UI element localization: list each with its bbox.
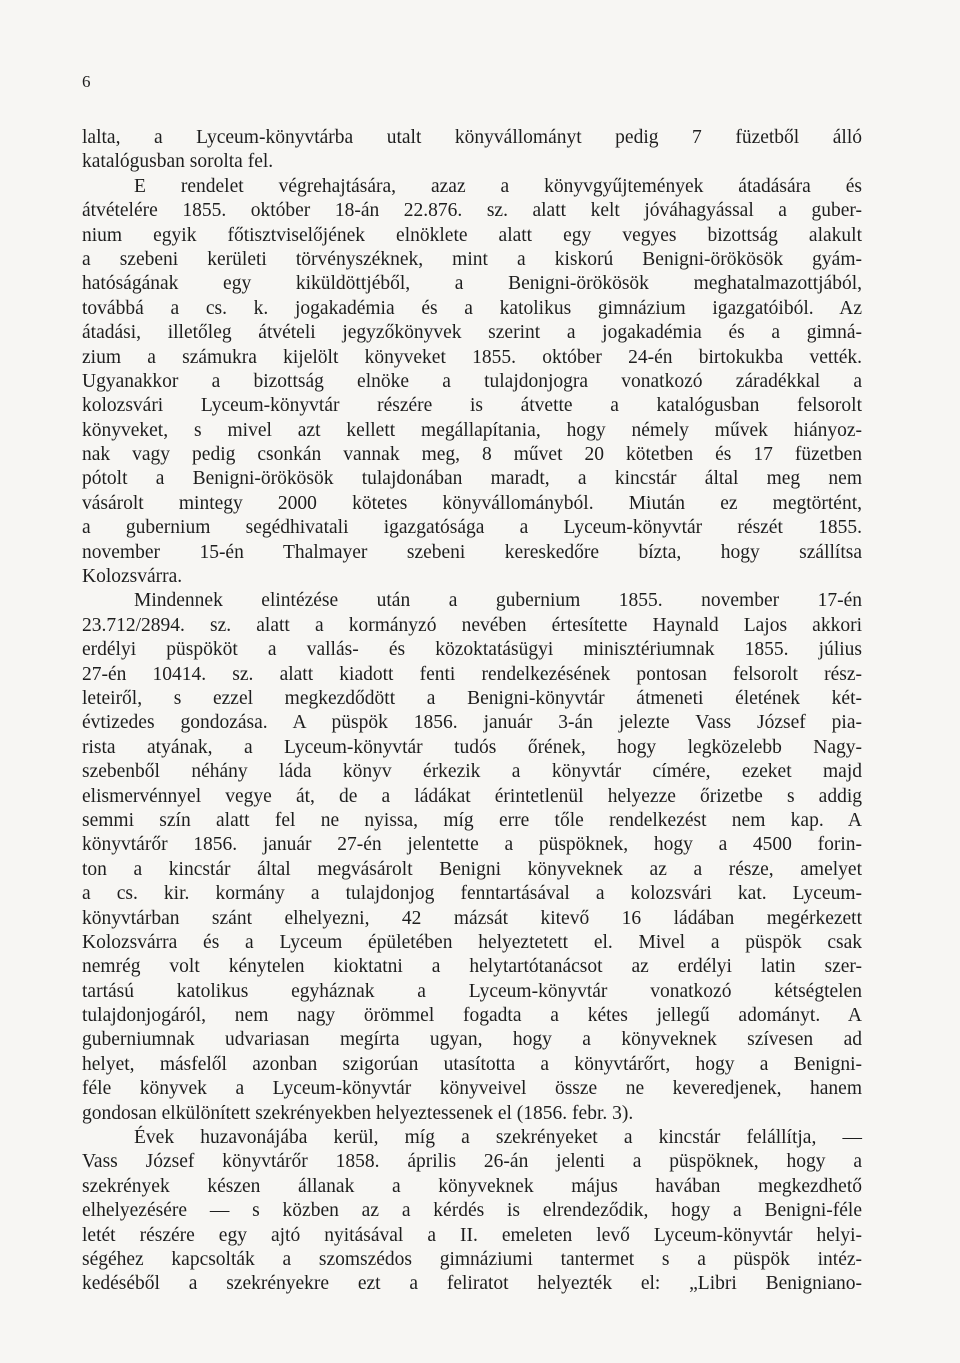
text-line: tulajdonjogáról, nem nagy örömmel fogadta a kétes jellegű adományt. A (82, 1005, 862, 1027)
text-line: féle könyvek a Lyceum-könyvtár könyveivel össze ne keveredjenek, hanem (82, 1078, 862, 1100)
page-number: 6 (82, 72, 91, 91)
text-line: Ugyanakkor a bizottság elnöke a tulajdonjogra vonatkozó záradékkal a (82, 370, 862, 392)
text-line: zium a számukra kijelölt könyveket 1855. október 24-én birtokukba vették. (82, 346, 862, 368)
text-line: semmi szín alatt fel ne nyissa, míg erre tőle rendelkezést nem kap. A (82, 809, 862, 831)
text-line: tartású katolikus egyháznak a Lyceum-könyvtár vonatkozó kétségtelen (82, 980, 862, 1002)
text-line: katalógusban sorolta fel. (82, 151, 274, 173)
text-line: kolozsvári Lyceum-könyvtár részére is átvette a katalógusban felsorolt (82, 395, 862, 417)
text-line: 23.712/2894. sz. alatt a kormányzó nevében értesítette Haynald Lajos akkori (82, 614, 862, 636)
text-line: Mindennek elintézése után a gubernium 1855. november 17-én (134, 590, 862, 612)
text-line: lalta, a Lyceum-könyvtárba utalt könyvállományt pedig 7 füzetből álló (82, 127, 862, 148)
text-line: guberniumnak udvariasan megírta ugyan, hogy a könyveknek szívesen ad (82, 1029, 862, 1051)
text-line: letét részére egy ajtó nyitásával a II. emeleten levő Lyceum-könyvtár helyi- (82, 1224, 862, 1246)
text-line: helyet, másfelől azonban szigorúan utasította a könyvtárőrt, hogy a Benigni- (82, 1053, 862, 1075)
text-line: a gubernium segédhivatali igazgatósága a Lyceum-könyvtár részét 1855. (82, 517, 862, 539)
paragraph (82, 126, 862, 175)
text-line: ton a kincstár által megvásárolt Benigni könyveknek az a része, amelyet (82, 858, 862, 880)
text-line: rista atyának, a Lyceum-könyvtár tudós őrének, hogy legközelebb Nagy- (82, 736, 862, 758)
text-line: kedéséből a szekrényekre ezt a feliratot helyezték el: „Libri Benigniano- (82, 1273, 862, 1295)
paragraph (82, 175, 862, 590)
text-line: a cs. kir. kormány a tulajdonjog fenntartásával a kolozsvári kat. Lyceum- (82, 883, 862, 905)
text-line: évtizedes gondozása. A püspök 1856. január 3-án jelezte Vass József pia- (82, 712, 862, 734)
text-line: Évek huzavonájába kerül, míg a szekrényeket a kincstár felállítja, — (134, 1127, 862, 1149)
text-line: elismervénnyel vegye át, de a ládákat érintetlenül helyezze őrizetbe s addig (82, 785, 862, 807)
paragraph (82, 589, 862, 1126)
text-line: erdélyi püspököt a vallás- és közoktatásügyi minisztériumnak 1855. július (82, 639, 862, 661)
text-line: Vass József könyvtárőr 1858. április 26-án jelenti a püspöknek, hogy a (82, 1151, 862, 1173)
text-line: nemrég volt kénytelen kioktatni a helytartótanácsot az erdélyi latin szer- (82, 956, 862, 978)
text-line: 27-én 10414. sz. alatt kiadott fenti rendelkezésének pontosan felsorolt rész- (82, 663, 862, 685)
text-line: hatóságának egy kiküldöttjéből, a Benigni-örökösök meghatalmazottjából, (82, 273, 862, 295)
text-line: könyveket, s mivel azt kellett megállapítania, hogy némely művek hiányoz- (82, 419, 862, 441)
text-line: E rendelet végrehajtására, azaz a könyvgyűjtemények átadására és (134, 175, 862, 197)
text-line: nium egyik főtisztviselőjének elnöklete alatt egy vegyes bizottság alakult (82, 224, 862, 246)
paragraph (82, 1126, 862, 1297)
text-line: átadási, illetőleg átvételi jegyzőkönyvek szerint a jogakadémia és a gimná- (82, 322, 862, 344)
text-line: elhelyezésére — s közben az a kérdés is elrendeződik, hogy a Benigni-féle (82, 1200, 862, 1222)
text-line: pótolt a Benigni-örökösök tulajdonában maradt, a kincstár által meg nem (82, 468, 862, 490)
text-line: Kolozsvárra. (82, 566, 183, 588)
text-line: gondosan elkülönített szekrényekben helyeztessenek el (1856. febr. 3). (82, 1102, 634, 1124)
text-line: könyvtárőr 1856. január 27-én jelentette a püspöknek, hogy a 4500 forin- (82, 834, 862, 856)
text-line: átvételére 1855. október 18-án 22.876. sz. alatt kelt jóváhagyással a guber- (82, 200, 862, 222)
text-line: szebenből néhány láda könyv érkezik a könyvtár címére, ezeket majd (82, 761, 862, 783)
text-line: könyvtárban szánt elhelyezni, 42 mázsát kitevő 16 ládában megérkezett (82, 907, 862, 929)
text-line: november 15-én Thalmayer szebeni kereskedőre bízta, hogy szállítsa (82, 541, 862, 563)
body-text (82, 126, 862, 1297)
text-line: szekrények készen állanak a könyveknek május havában megkezdhető (82, 1175, 862, 1197)
text-line: továbbá a cs. k. jogakadémia és a katolikus gimnázium igazgatóiból. Az (82, 297, 862, 319)
text-line: leteiről, s ezzel megkezdődött a Benigni-könyvtár átmeneti életének két- (82, 687, 862, 709)
text-line: nak vagy pedig csonkán vannak meg, 8 művet 20 kötetben és 17 füzetben (82, 444, 862, 466)
text-line: ségéhez kapcsolták a szomszédos gimnáziumi tantermet s a püspök intéz- (82, 1248, 862, 1270)
text-line: vásárolt mintegy 2000 kötetes könyvállományból. Miután ez megtörtént, (82, 492, 862, 514)
text-line: a szebeni kerületi törvényszéknek, mint a kiskorú Benigni-örökösök gyám- (82, 248, 862, 270)
text-line: Kolozsvárra és a Lyceum épületében helyeztetett el. Mivel a püspök csak (82, 931, 862, 953)
